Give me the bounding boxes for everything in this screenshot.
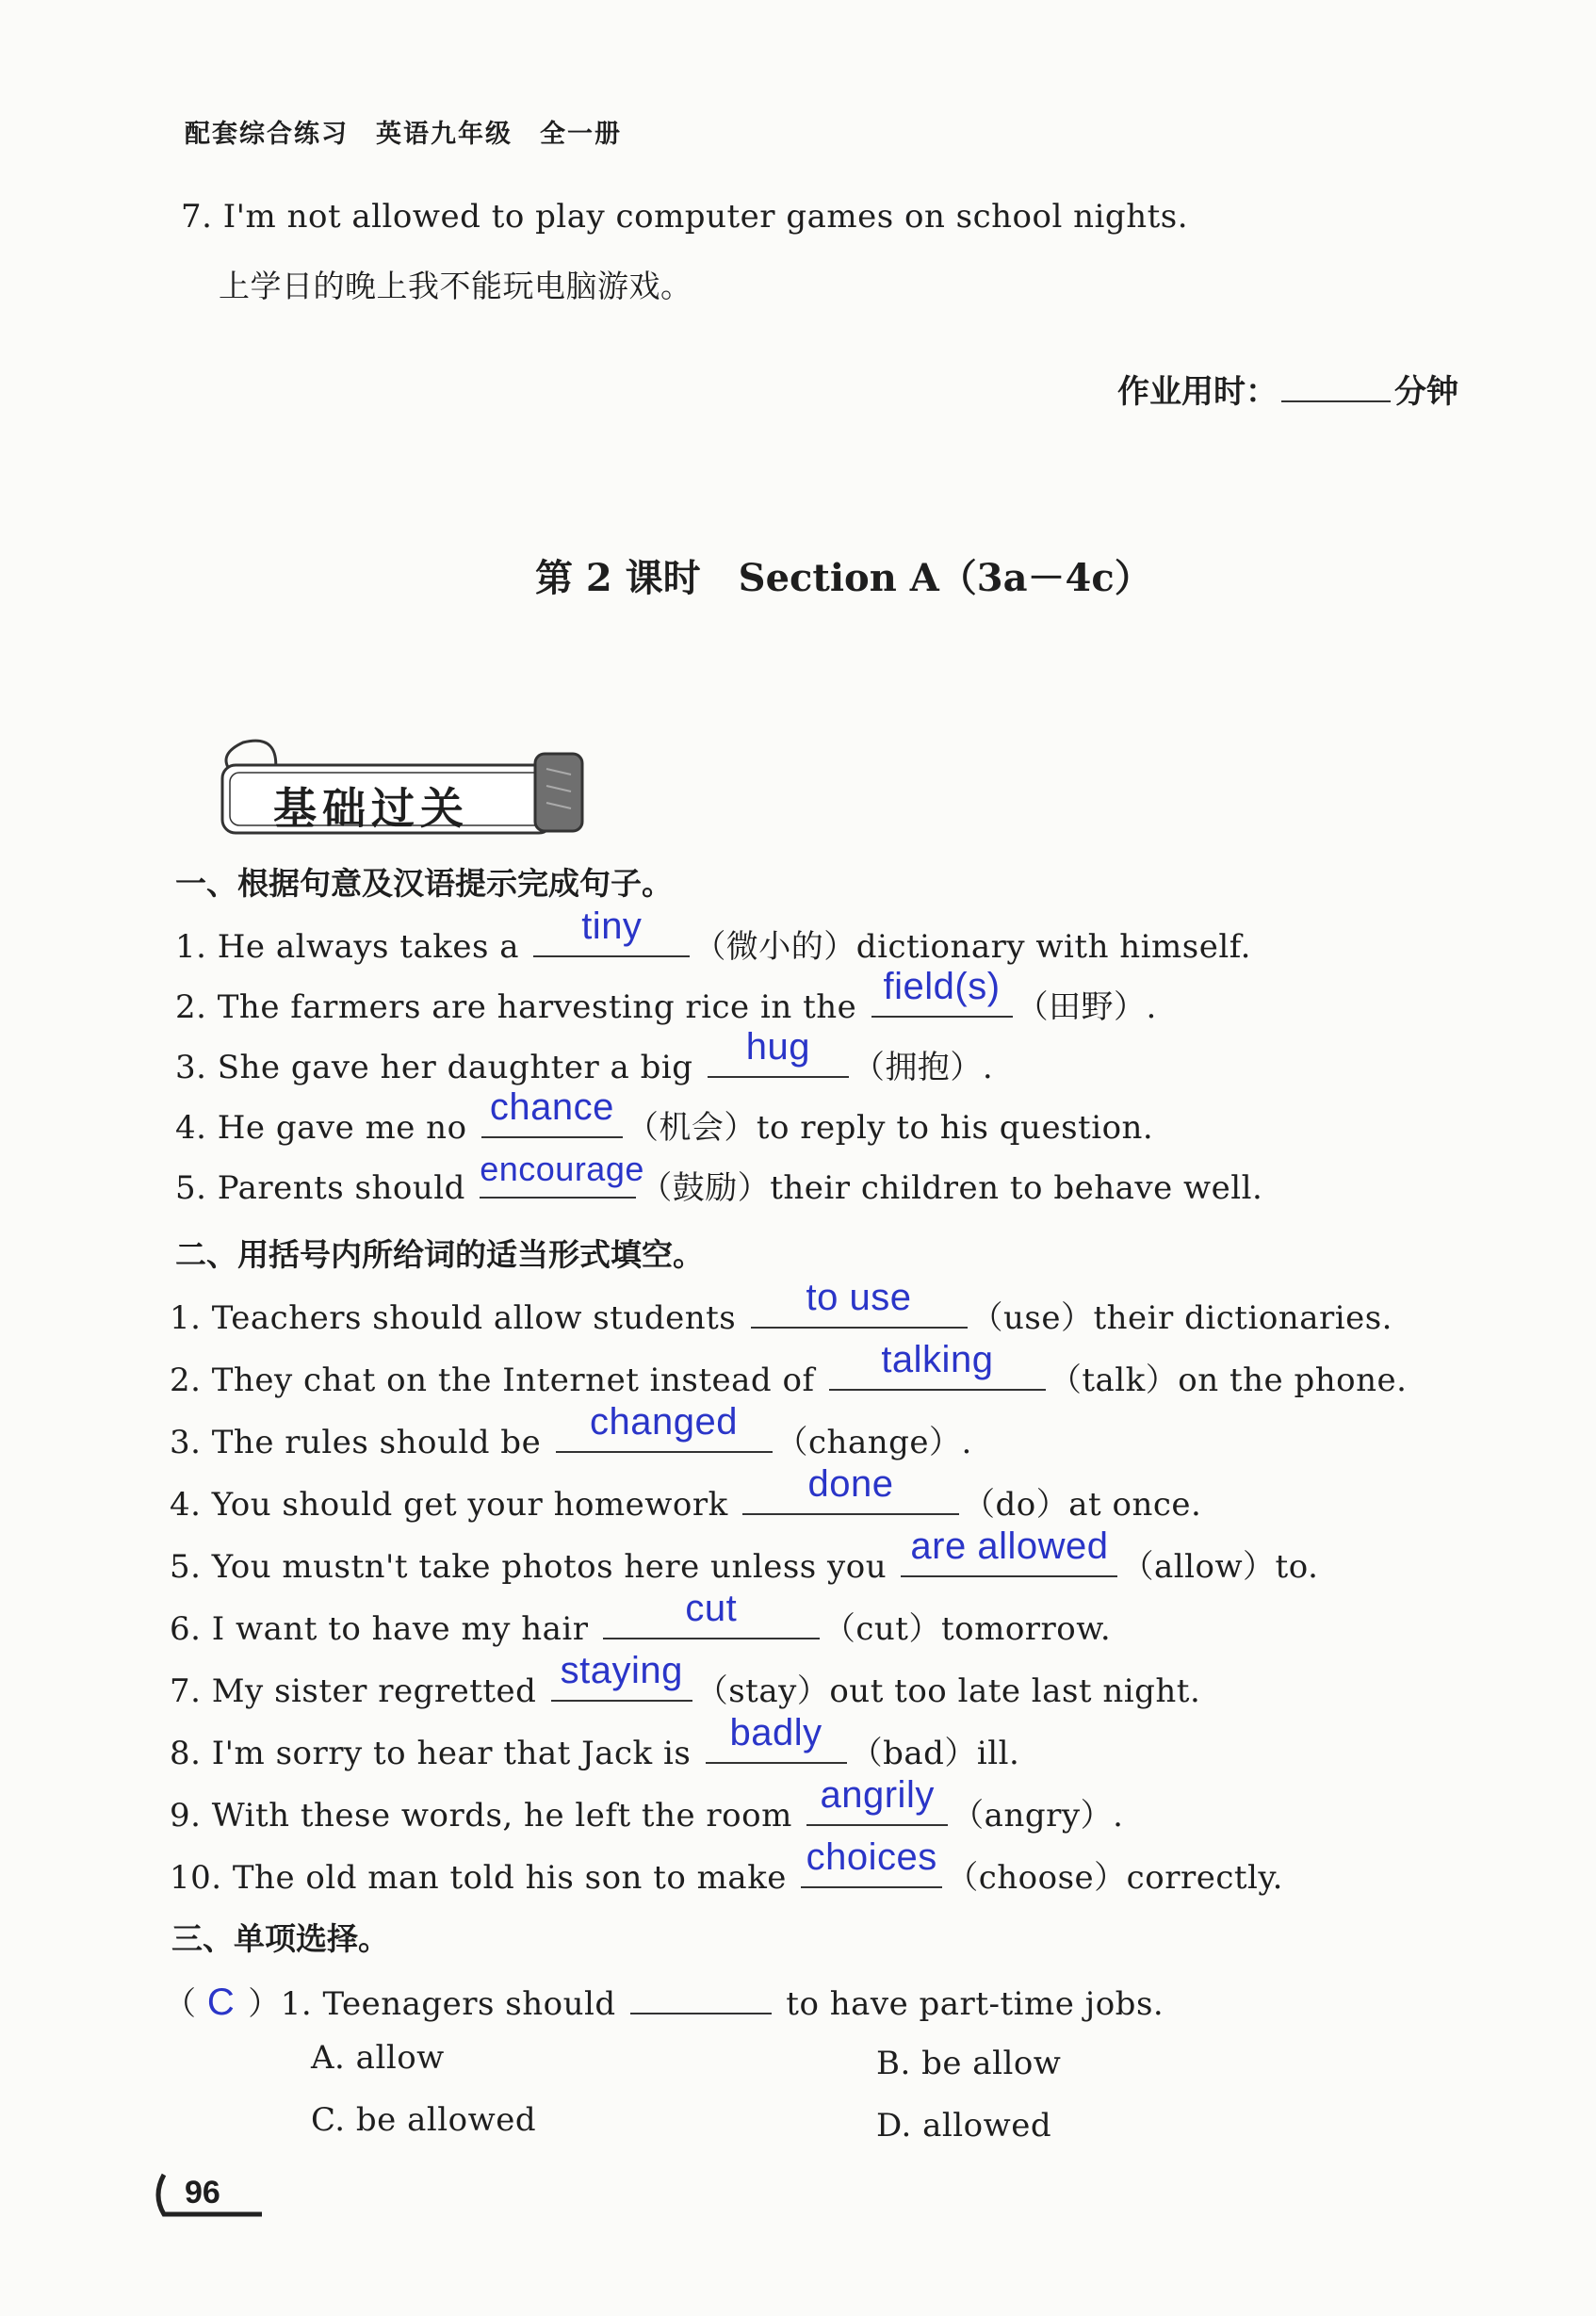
item-text: （鼓励）their children to behave well. bbox=[640, 1169, 1263, 1207]
answer-blank[interactable] bbox=[551, 1650, 692, 1702]
handwritten-answer: field(s) bbox=[883, 966, 1001, 1007]
part2-item-8 bbox=[170, 1712, 1020, 1773]
item-text: （拥抱）. bbox=[852, 1049, 994, 1086]
handwritten-answer: hug bbox=[745, 1026, 810, 1068]
handwritten-answer: to use bbox=[806, 1277, 912, 1318]
handwritten-answer: choices bbox=[806, 1836, 937, 1878]
part1-item-4 bbox=[175, 1086, 1154, 1148]
basics-badge bbox=[215, 737, 582, 833]
item-text: 3. She gave her daughter a big bbox=[175, 1049, 693, 1086]
handwritten-answer: cut bbox=[685, 1588, 738, 1629]
part1-item-2 bbox=[175, 966, 1157, 1027]
part2-item-3 bbox=[170, 1401, 972, 1462]
answer-blank[interactable] bbox=[742, 1463, 959, 1515]
homework-time-unit: 分钟 bbox=[1394, 373, 1458, 411]
answer-blank[interactable] bbox=[751, 1277, 968, 1329]
item-text: 4. He gave me no bbox=[175, 1109, 467, 1147]
handwritten-answer: angrily bbox=[820, 1774, 935, 1816]
answer-blank[interactable] bbox=[556, 1401, 773, 1453]
option-a[interactable]: A. allow bbox=[311, 2039, 445, 2077]
part2-item-9 bbox=[170, 1774, 1124, 1835]
item-text: （微小的）dictionary with himself. bbox=[693, 928, 1251, 966]
item-text: （do）at once. bbox=[963, 1486, 1202, 1524]
answer-blank[interactable] bbox=[801, 1836, 942, 1888]
part1-title: 一、根据句意及汉语提示完成句子。 bbox=[175, 865, 673, 902]
handwritten-choice[interactable]: C bbox=[206, 1982, 236, 2023]
part2-item-5 bbox=[170, 1525, 1319, 1587]
item-text: 6. I want to have my hair bbox=[170, 1610, 589, 1648]
handwritten-answer: tiny bbox=[581, 905, 643, 947]
item-text: （use）their dictionaries. bbox=[970, 1299, 1392, 1337]
homework-time-blank[interactable] bbox=[1281, 372, 1391, 402]
item-text: 5. Parents should bbox=[175, 1169, 465, 1207]
sentence-7-english: 7. I'm not allowed to play computer games on school nights. bbox=[181, 198, 1189, 236]
question-stem: to have part-time jobs. bbox=[786, 1985, 1164, 2023]
answer-blank[interactable] bbox=[806, 1774, 948, 1826]
answer-blank[interactable] bbox=[630, 1977, 772, 2014]
answer-blank[interactable] bbox=[706, 1712, 847, 1764]
handwritten-answer: encourage bbox=[480, 1150, 644, 1188]
item-text: （angry）. bbox=[952, 1797, 1124, 1835]
part1-item-3 bbox=[175, 1026, 994, 1087]
answer-blank[interactable] bbox=[480, 1150, 644, 1199]
part3-q1 bbox=[164, 1977, 1164, 2024]
homework-time bbox=[1117, 366, 1458, 412]
item-text: 1. Teachers should allow students bbox=[170, 1299, 737, 1337]
part1-item-5 bbox=[175, 1150, 1263, 1208]
question-stem: ）1. Teenagers should bbox=[248, 1985, 616, 2023]
answer-blank[interactable] bbox=[708, 1026, 849, 1078]
answer-blank[interactable] bbox=[481, 1086, 623, 1138]
item-text: （change）. bbox=[775, 1424, 972, 1461]
item-text: （choose）correctly. bbox=[946, 1859, 1283, 1897]
part2-title: 二、用括号内所给词的适当形式填空。 bbox=[175, 1236, 704, 1273]
section-title: 第 2 课时 Section A（3a－4c） bbox=[535, 556, 1152, 600]
item-text: （cut）tomorrow. bbox=[822, 1610, 1112, 1648]
item-text: 7. My sister regretted bbox=[170, 1672, 537, 1710]
item-text: 3. The rules should be bbox=[170, 1424, 542, 1461]
option-d[interactable]: D. allowed bbox=[876, 2107, 1052, 2145]
answer-paren-open: （ bbox=[164, 1985, 207, 2023]
item-text: 5. You mustn't take photos here unless you bbox=[170, 1548, 888, 1586]
part2-item-2 bbox=[170, 1339, 1408, 1400]
part2-item-4 bbox=[170, 1463, 1202, 1525]
handwritten-answer: are allowed bbox=[910, 1525, 1109, 1567]
part3-title: 三、单项选择。 bbox=[171, 1920, 389, 1957]
part2-item-6 bbox=[170, 1588, 1112, 1649]
handwritten-answer: talking bbox=[881, 1339, 994, 1380]
part2-item-7 bbox=[170, 1650, 1201, 1711]
homework-time-label: 作业用时： bbox=[1117, 373, 1278, 411]
answer-blank[interactable] bbox=[533, 905, 690, 957]
handwritten-answer: staying bbox=[560, 1650, 683, 1691]
sentence-7-chinese: 上学日的晚上我不能玩电脑游戏。 bbox=[219, 268, 692, 304]
answer-blank[interactable] bbox=[603, 1588, 820, 1639]
item-text: 2. The farmers are harvesting rice in the bbox=[175, 988, 857, 1026]
running-header: 配套综合练习 英语九年级 全一册 bbox=[185, 120, 622, 149]
item-text: 8. I'm sorry to hear that Jack is bbox=[170, 1735, 692, 1772]
part2-item-10 bbox=[170, 1836, 1283, 1898]
item-text: 1. He always takes a bbox=[175, 928, 519, 966]
answer-blank[interactable] bbox=[829, 1339, 1046, 1391]
handwritten-answer: changed bbox=[590, 1401, 738, 1443]
option-b[interactable]: B. be allow bbox=[876, 2045, 1062, 2082]
item-text: （talk）on the phone. bbox=[1049, 1362, 1408, 1399]
handwritten-answer: done bbox=[807, 1463, 894, 1505]
answer-blank[interactable] bbox=[901, 1525, 1117, 1577]
answer-blank[interactable] bbox=[871, 966, 1013, 1018]
badge-label: 基础过关 bbox=[273, 783, 469, 834]
item-text: 4. You should get your homework bbox=[170, 1486, 728, 1524]
item-text: 9. With these words, he left the room bbox=[170, 1797, 792, 1835]
item-text: （机会）to reply to his question. bbox=[626, 1109, 1154, 1147]
part1-item-1 bbox=[175, 905, 1251, 967]
handwritten-answer: badly bbox=[729, 1712, 822, 1753]
option-c[interactable]: C. be allowed bbox=[311, 2101, 537, 2139]
page-number: 96 bbox=[185, 2175, 220, 2210]
part2-item-1 bbox=[170, 1277, 1392, 1338]
item-text: 10. The old man told his son to make bbox=[170, 1859, 787, 1897]
item-text: （allow）to. bbox=[1121, 1548, 1319, 1586]
item-text: （bad）ill. bbox=[850, 1735, 1020, 1772]
item-text: （田野）. bbox=[1016, 988, 1157, 1026]
item-text: 2. They chat on the Internet instead of bbox=[170, 1362, 815, 1399]
item-text: （stay）out too late last night. bbox=[695, 1672, 1201, 1710]
handwritten-answer: chance bbox=[489, 1086, 614, 1128]
